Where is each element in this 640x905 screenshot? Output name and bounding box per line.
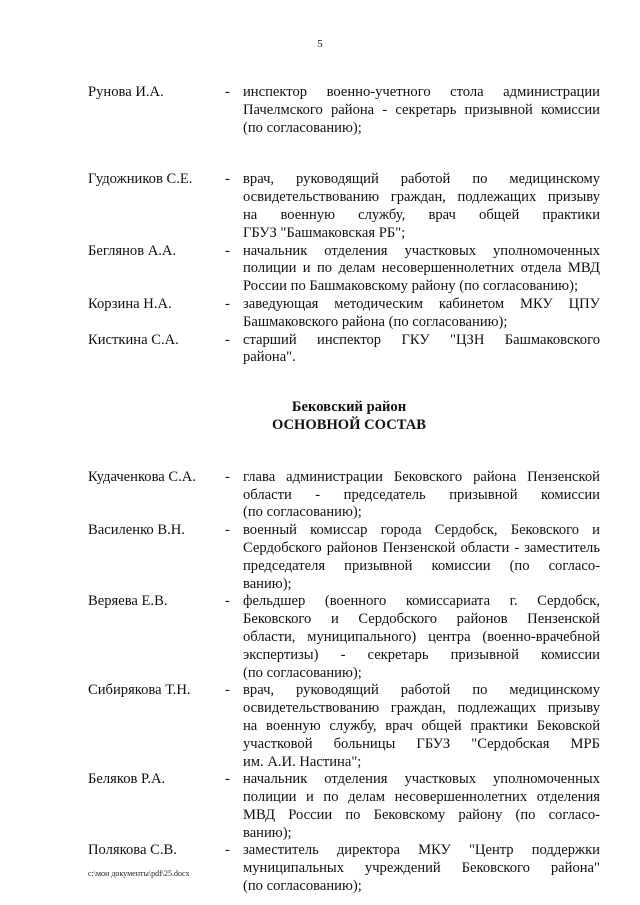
member-role	[243, 469, 600, 522]
member-role	[243, 243, 600, 296]
commission-list-previous	[88, 84, 600, 367]
role-line: им. А.И. Настина";	[243, 753, 362, 770]
dash-separator: -	[225, 522, 230, 539]
member-entry	[88, 84, 600, 137]
member-role	[243, 171, 600, 242]
member-entry	[88, 469, 600, 522]
role-line: врач, руководящий работой по медицинскому	[243, 682, 600, 699]
role-line: участковой больницы ГБУЗ "Сердобская МРБ	[243, 735, 600, 752]
member-entry	[88, 332, 600, 368]
role-line: района".	[243, 349, 296, 366]
role-line: старший инспектор ГКУ "ЦЗН Башмаковского	[243, 331, 600, 348]
member-name: Кисткина С.А.	[88, 331, 179, 348]
member-entry	[88, 171, 600, 242]
dash-separator: -	[225, 331, 230, 348]
role-line: начальник отделения участковых уполномоченных	[243, 242, 600, 259]
member-name: Рунова И.А.	[88, 84, 164, 100]
member-entry	[88, 771, 600, 842]
dash-separator: -	[225, 771, 230, 788]
role-line: (по согласованию);	[243, 664, 362, 681]
member-role	[243, 771, 600, 842]
member-name: Веряева Е.В.	[88, 593, 168, 610]
role-line: освидетельствованию граждан, подлежащих призыву	[243, 700, 600, 717]
role-line: полиции и по делам несовершеннолетних отдела МВД	[243, 260, 600, 277]
member-role	[243, 84, 600, 137]
role-line: на военную службу, врач общей практики	[243, 206, 600, 223]
role-line: глава администрации Бековского района Пензенской	[243, 468, 600, 485]
role-line: ванию);	[243, 575, 292, 592]
member-name: Беляков Р.А.	[88, 771, 166, 788]
role-line: инспектор военно-учетного стола администрации	[243, 84, 600, 100]
member-name: Василенко В.Н.	[88, 522, 185, 539]
dash-separator: -	[225, 842, 230, 859]
role-line: заместитель директора МКУ "Центр поддержки	[243, 842, 600, 859]
member-entry	[88, 682, 600, 771]
role-line: ГБУЗ "Башмаковская РБ";	[243, 224, 406, 241]
role-line: области, муниципального) центра (военно-врачебной	[243, 628, 600, 645]
dash-separator: -	[225, 468, 230, 485]
member-role	[243, 842, 600, 895]
document-body	[88, 84, 600, 896]
member-role	[243, 296, 600, 332]
role-line: врач, руководящий работой по медицинскому	[243, 171, 600, 188]
role-line: фельдшер (военного комиссариата г. Сердобск,	[243, 593, 600, 610]
dash-separator: -	[225, 593, 230, 610]
district-title: Бековский район	[291, 399, 407, 416]
dash-separator: -	[225, 242, 230, 259]
dash-separator: -	[225, 171, 230, 188]
member-name: Корзина Н.А.	[88, 295, 172, 312]
role-line: экспертизы) - секретарь призывной комиссии	[243, 646, 600, 663]
composition-title: ОСНОВНОЙ СОСТАВ	[271, 416, 427, 433]
commission-list-bekovsky	[88, 469, 600, 896]
role-line: Башмаковского района (по согласованию);	[243, 313, 508, 330]
role-line: Пачелмского района - секретарь призывной комиссии	[243, 101, 600, 118]
member-role	[243, 522, 600, 593]
member-role	[243, 593, 600, 682]
member-role	[243, 682, 600, 771]
member-name: Гудожников С.Е.	[88, 171, 193, 188]
member-role	[243, 332, 600, 368]
role-line: области - председатель призывной комиссии	[243, 486, 600, 503]
member-entry	[88, 296, 600, 332]
role-line: заведующая методическим кабинетом МКУ ЦПУ	[243, 295, 600, 312]
page-number: 5	[317, 38, 323, 50]
district-section-heading	[88, 399, 600, 435]
role-line: полиции и по делам несовершеннолетних отделения	[243, 789, 600, 806]
dash-separator: -	[225, 295, 230, 312]
member-entry	[88, 243, 600, 296]
file-path-footer: c:\мои документы\pdf\25.docx	[88, 869, 190, 878]
dash-separator: -	[225, 84, 230, 100]
role-line: МВД России по Бековскому району (по согласо-	[243, 806, 600, 823]
role-line: (по согласованию);	[243, 504, 362, 521]
role-line: освидетельствованию граждан, подлежащих призыву	[243, 189, 600, 206]
role-line: Сердобского районов Пензенской области - заместитель	[243, 539, 600, 556]
role-line: (по согласованию);	[243, 878, 362, 895]
member-name: Кудаченкова С.А.	[88, 468, 196, 485]
role-line: муниципальных учреждений Бековского района"	[243, 860, 600, 877]
role-line: военный комиссар города Сердобск, Бековского и	[243, 522, 600, 539]
role-line: Бековского и Сердобского районов Пензенской	[243, 611, 600, 628]
role-line: (по согласованию);	[243, 119, 362, 136]
role-line: ванию);	[243, 824, 292, 841]
member-name: Сибирякова Т.Н.	[88, 682, 191, 699]
member-name: Полякова С.В.	[88, 842, 177, 859]
role-line: начальник отделения участковых уполномоченных	[243, 771, 600, 788]
role-line: председателя призывной комиссии (по согласо-	[243, 557, 600, 574]
role-line: России по Башмаковскому району (по согласованию);	[243, 278, 578, 295]
member-name: Беглянов А.А.	[88, 242, 177, 259]
role-line: на военную службу, врач общей практики Бековской	[243, 717, 600, 734]
member-entry	[88, 522, 600, 593]
dash-separator: -	[225, 682, 230, 699]
member-entry	[88, 593, 600, 682]
